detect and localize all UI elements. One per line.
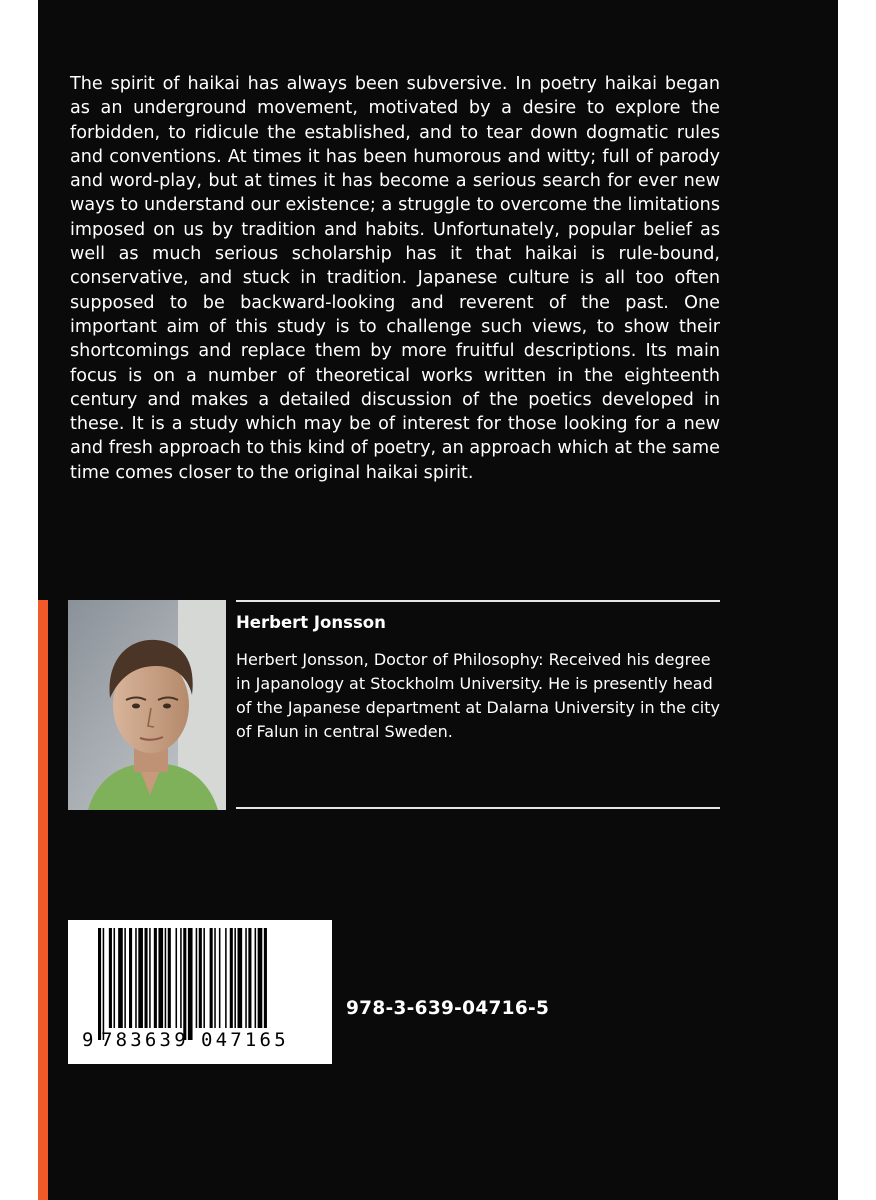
barcode-bar (199, 928, 202, 1028)
author-bio: Herbert Jonsson, Doctor of Philosophy: Received his degree in Japanology at Stockholm University. He is presently head of the Japanese department at Dalarna University in the city of Falun in central Sweden. (236, 650, 720, 741)
barcode-bar (124, 928, 126, 1028)
barcode-bar (248, 928, 251, 1028)
barcode-bar (129, 928, 132, 1028)
barcode-bar (238, 928, 243, 1028)
barcode-bar (114, 928, 116, 1028)
barcode-bar (103, 928, 105, 1040)
barcode-bar (180, 928, 182, 1028)
barcode-bar (154, 928, 157, 1028)
barcode-bars (98, 928, 267, 1040)
barcode-bar (196, 928, 198, 1028)
barcode-bar (255, 928, 257, 1028)
barcode-bar (210, 928, 213, 1028)
barcode-bar (118, 928, 123, 1028)
barcode-bar (138, 928, 143, 1028)
barcode (68, 920, 332, 1064)
divider-top (236, 600, 720, 602)
barcode-digit-first: 9 (82, 1029, 94, 1051)
barcode-bar (149, 928, 151, 1028)
barcode-digits-right: 047165 (201, 1029, 289, 1051)
barcode-bar (234, 928, 236, 1028)
divider-bottom (236, 807, 720, 809)
author-name: Herbert Jonsson (236, 613, 386, 632)
barcode-bar (188, 928, 193, 1040)
barcode-bar (168, 928, 171, 1028)
barcode-bar (225, 928, 227, 1028)
barcode-bar (214, 928, 216, 1028)
orange-accent-strip (38, 600, 48, 1200)
barcode-bar (165, 928, 167, 1028)
barcode-bar (109, 928, 112, 1028)
barcode-bar (203, 928, 205, 1028)
barcode-bar (176, 928, 178, 1028)
barcode-bar (245, 928, 247, 1028)
barcode-bar (219, 928, 221, 1028)
isbn-text: 978-3-639-04716-5 (346, 998, 550, 1019)
blurb-text: The spirit of haikai has always been subversive. In poetry haikai began as an underground movement, motivated by a desire to explore the forbidden, to ridicule the established, and to tear down dogmatic rules and conventions. At times it has been humorous and witty; full of parody and word-play, but at times it has become a serious search for ever new ways to understand our existence; a struggle to overcome the limitations imposed on us by tradition and habits. Unfortunately, popular belief as well as much serious scholarship has it that haikai is rule-bound, conservative, and stuck in tradition. Japanese culture is all too often supposed to be backward-looking and reverent of the past. One important aim of this study is to challenge such views, to show their shortcomings and replace them by more fruitful descriptions. Its main focus is on a number of theoretical works written in the eighteenth century and makes a detailed discussion of the poetics developed in these. It is a study which may be of interest for those looking for a new and fresh approach to this kind of poetry, an approach which at the same time comes closer to the original haikai spirit. (70, 74, 720, 483)
barcode-bar (183, 928, 186, 1040)
author-section (68, 600, 720, 812)
barcode-bar (230, 928, 233, 1028)
barcode-bar (258, 928, 263, 1028)
author-photo (68, 600, 226, 810)
barcode-bar (145, 928, 148, 1028)
barcode-bar (158, 928, 163, 1028)
barcode-bar (135, 928, 137, 1028)
barcode-bar (264, 928, 267, 1028)
barcode-digits-left: 783639 (101, 1029, 189, 1051)
barcode-bar (98, 928, 101, 1040)
